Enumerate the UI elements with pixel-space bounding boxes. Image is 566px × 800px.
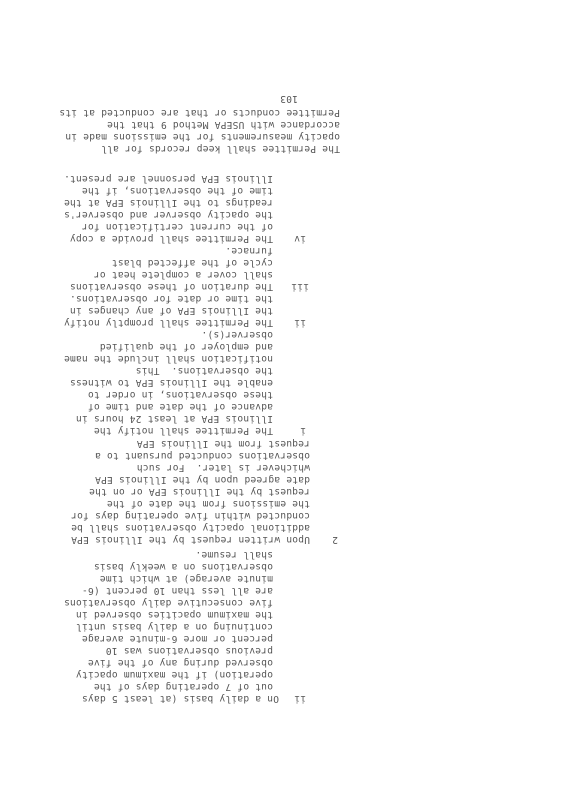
text-line: operation) if the maximum opacity [75,669,273,680]
text-line: percent or more 6-minute average [81,633,273,644]
text-line: minute average) at which time [99,573,273,584]
text-line: The Permittee shall keep records for all [100,143,340,154]
text-line: The Permittee shall promptly notify [63,317,273,328]
text-line: continuing on a daily basis until [75,621,273,632]
text-line: readings to the Illinois EPA at the [63,197,273,208]
text-line: out of 7 operating days of the [93,681,273,692]
text-line: the time or date for observations. [69,293,273,304]
item-label: 2 [332,534,338,545]
text-line: the Illinois EPA of any changes in [69,305,273,316]
text-line: observer(s). [201,329,273,340]
text-line: furnace. [225,245,273,256]
item-label: iv [294,233,306,244]
text-line: opacity measurements for the emissions made in [65,131,340,142]
text-line: On a daily basis (at least 5 days [81,693,279,704]
text-line: The Permittee shall provide a copy [69,233,273,244]
text-line: The Permittee shall notify the [93,425,273,436]
text-line: Permittee conducts or that are conducted at its [59,107,340,118]
text-line: request by the Illinois EPA or on the [88,486,310,497]
page-number: 103 [280,93,298,104]
item-label: iii [291,281,309,292]
text-line: date agreed upon by the Illinois EPA [94,474,310,485]
text-line: cycle of the affected blast [111,257,273,268]
text-line: notification shall include the name [63,353,273,364]
text-line: enable the Illinois EPA to witness [69,377,273,388]
text-line: shall resume. [195,549,273,560]
text-line: The duration of these observations [69,281,273,292]
text-line: advance of the date and time of [87,401,273,412]
text-line: time of the observations, if the [81,185,273,196]
text-line: Upon written request by the Illinois EPA [70,534,310,545]
text-line: five consecutive daily observations [63,597,273,608]
text-line: the observations. This [135,365,273,376]
text-line: additional opacity observations shall be [70,522,310,533]
text-line: whichever is later. For such [136,462,310,473]
text-line: are all less than 10 percent (6- [81,585,273,596]
text-line: Illinois EPA at least 24 hours in [75,413,273,424]
text-line: the maximum opacities observed in [75,609,273,620]
text-line: observations conducted pursuant to a [94,450,310,461]
item-label: i [300,425,306,436]
text-line: previous observations was 10 [105,645,273,656]
text-line: observed during any of the five [87,657,273,668]
text-line: of the current certification for [81,221,273,232]
text-line: observations on a weekly basis [93,561,273,572]
text-line: shall cover a complete heat or [93,269,273,280]
text-line: conducted within five operating days for [70,510,310,521]
text-line: the emissions from the date of the [106,498,310,509]
text-line: the opacity observer and observer's [63,209,273,220]
text-line: these observations, in order to [87,389,273,400]
text-line: request from the Illinois EPA [136,438,310,449]
text-line: and employer of the qualified [99,341,273,352]
item-label: ii [294,317,306,328]
text-line: Illinois EPA personnel are present. [63,173,273,184]
text-line: accordance with USEPA Method 9 that the [106,119,340,130]
item-label: ii [294,693,306,704]
